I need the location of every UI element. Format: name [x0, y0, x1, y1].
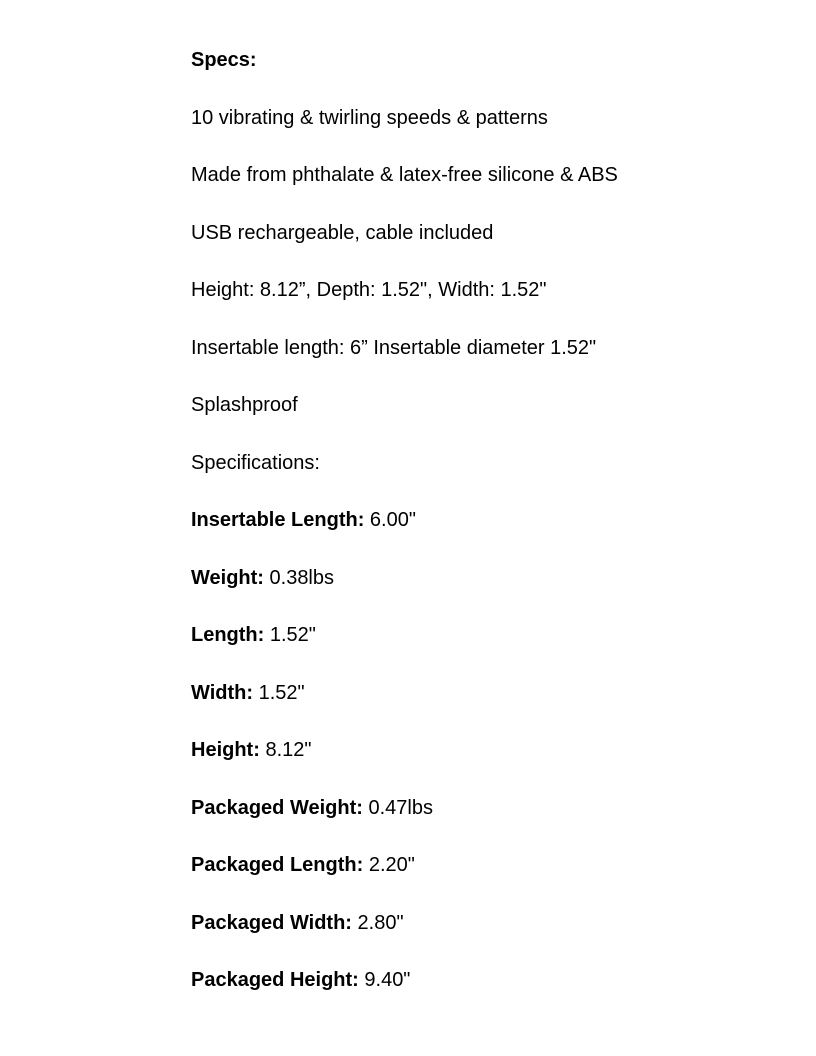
spec-label: Height: — [191, 739, 260, 761]
spec-label: Packaged Width: — [191, 911, 352, 934]
spec-row-length — [191, 622, 791, 648]
spec-label: Weight: — [191, 566, 264, 589]
spec-line-speeds: 10 vibrating & twirling speeds & patterns — [191, 106, 548, 129]
document-body — [191, 47, 791, 1025]
spec-value: 9.40" — [358, 969, 411, 991]
spec-label: Packaged Weight: — [191, 796, 363, 819]
spec-row-packaged-width — [191, 910, 791, 936]
spec-value: 1.52" — [264, 624, 316, 646]
spec-value: 0.38lbs — [263, 566, 335, 589]
spec-row-width — [191, 680, 791, 706]
spec-line-splashproof: Splashproof — [191, 394, 298, 416]
spec-row-weight — [191, 565, 791, 591]
spec-label: Packaged Length: — [191, 854, 364, 876]
spec-value: 1.52" — [253, 681, 305, 704]
spec-row-insertable-length — [191, 507, 791, 533]
spec-row-height — [191, 737, 791, 763]
specifications-subheading: Specifications: — [191, 451, 320, 474]
spec-row-packaged-weight — [191, 795, 791, 821]
spec-label: Insertable Length: — [191, 509, 365, 531]
spec-label: Length: — [191, 624, 265, 646]
spec-value: 2.80" — [351, 911, 404, 934]
spec-line-materials: Made from phthalate & latex-free silicone & ABS — [191, 164, 618, 186]
spec-value: 6.00" — [364, 509, 416, 531]
spec-row-packaged-length — [191, 852, 791, 878]
spec-row-packaged-height — [191, 967, 791, 993]
spec-value: 0.47lbs — [362, 796, 433, 819]
spec-line-insertable: Insertable length: 6” Insertable diameter 1.52" — [191, 336, 597, 359]
spec-line-dimensions: Height: 8.12”, Depth: 1.52", Width: 1.52" — [191, 279, 547, 301]
spec-label: Packaged Height: — [191, 969, 359, 991]
spec-label: Width: — [191, 681, 254, 704]
spec-value: 2.20" — [363, 854, 415, 876]
specs-heading: Specs: — [191, 49, 257, 71]
spec-line-charging: USB rechargeable, cable included — [191, 221, 494, 244]
spec-value: 8.12" — [259, 739, 312, 761]
